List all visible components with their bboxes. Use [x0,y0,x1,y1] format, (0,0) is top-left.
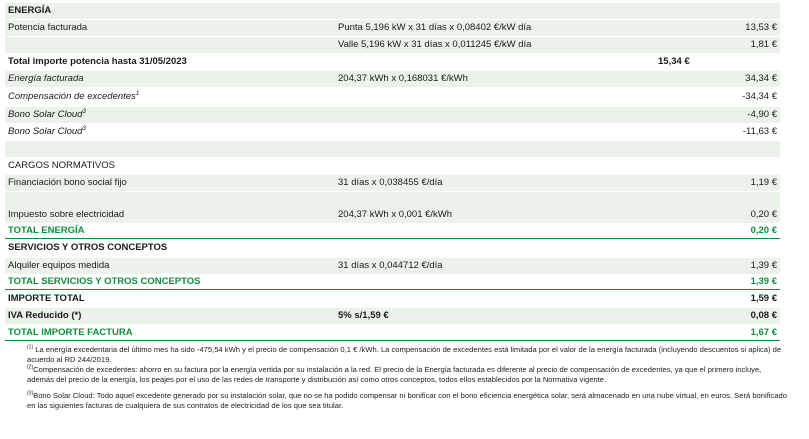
iva-detail: 5% s/1,59 € [338,310,389,321]
footnote-ref-3b: 3 [82,125,86,132]
bono-solar-1-amount: -4,90 € [747,109,777,120]
footnote-ref-1: 1 [135,90,140,97]
cargos-header: CARGOS NORMATIVOS [8,160,115,171]
alquiler-detail: 31 días x 0,044712 €/día [338,260,443,271]
servicios-header-row [5,240,780,256]
footnote-2: $^{(2)}$Compensación de excedentes: ahorro en su factura por la energía vertida por su instalación a la red. El precio de la Energía facturada es diferente al precio de compensación de excedentes, ya que el primero incluye, además del precio de la energía, los peajes por el uso de las redes de transporte y distribución así como otros conceptos, todos ellos establecidos por la Normativa vigente. [27,364,762,384]
footnote-ref-3a: 3 [82,108,86,115]
importe-total-label: IMPORTE TOTAL [8,293,85,304]
alquiler-row [5,258,780,274]
spacer-row [5,141,780,157]
iva-row [5,308,780,324]
potencia-valle-row [5,37,780,53]
compensacion-label: Compensación de excedentes$^1$ [8,90,140,102]
impuesto-amount: 0,20 € [750,209,777,220]
servicios-header: SERVICIOS Y OTROS CONCEPTOS [8,242,168,253]
total-energia-amount: 0,20 € [750,225,777,236]
total-servicios-row [5,274,780,290]
financiacion-detail: 31 días x 0,038455 €/día [338,177,443,188]
footnotes [27,345,787,411]
bono-solar-1-label: Bono Solar Cloud$^3$ [8,108,86,120]
alquiler-amount: 1,39 € [750,260,777,271]
bono-solar-2-amount: -11,63 € [742,126,777,137]
footnote-3: $^{(3)}$Bono Solar Cloud: Todo aquel excedente generado por su instalación solar, que no se ha podido compensar ni bonificar con el bono eficiencia energética solar, será almacenado en una nube virtual, en euros. Será bonificado en las siguientes facturas de cualquiera de sus contratos de electricidad de los que sea titular. [27,390,787,410]
total-factura-amount: 1,67 € [750,327,777,338]
total-servicios-label: TOTAL SERVICIOS Y OTROS CONCEPTOS [8,276,201,287]
iva-label: IVA Reducido (*) [8,310,82,321]
impuesto-detail: 204,37 kWh x 0,001 €/kWh [338,209,453,220]
financiacion-label: Financiación bono social fijo [8,177,127,188]
punta-detail: Punta 5,196 kW x 31 días x 0,08402 €/kW día [338,22,532,33]
valle-detail: Valle 5,196 kW x 31 días x 0,011245 €/kW día [338,39,532,50]
impuesto-row [5,207,780,223]
bono-solar-1-row [5,107,780,123]
potencia-label: Potencia facturada [8,22,88,33]
total-potencia-label: Total importe potencia hasta 31/05/2023 [8,56,187,67]
alquiler-label: Alquiler equipos medida [8,260,110,271]
bono-solar-2-row [5,124,780,140]
total-potencia-amount: 15,34 € [658,56,690,67]
valle-amount: 1,81 € [750,39,777,50]
total-energia-row [5,223,780,239]
energia-facturada-detail: 204,37 kWh x 0,168031 €/kWh [338,73,468,84]
total-servicios-amount: 1,39 € [750,276,777,287]
importe-total-row [5,291,780,307]
potencia-punta-row [5,20,780,36]
energia-header-row [5,3,780,19]
financiacion-amount: 1,19 € [750,177,777,188]
total-factura-row [5,325,780,341]
financiacion-row [5,175,780,191]
spacer-row-2 [5,192,780,208]
cargos-header-row [5,158,780,174]
total-factura-label: TOTAL IMPORTE FACTURA [8,327,133,338]
footnote-1: $^{(1)}$ La energía excedentaria del último mes ha sido -475,54 kWh y el precio de compensación 0,1 € /kWh. La compensación de excedentes está limitada por el valor de la energía facturada (incluyendo descuentos si aplica) de acuerdo al RD 244/2019. [27,344,782,364]
compensacion-amount: -34,34 € [742,91,777,102]
energia-facturada-row [5,71,780,87]
impuesto-label: Impuesto sobre electricidad [8,209,125,220]
punta-amount: 13,53 € [745,22,777,33]
iva-amount: 0,08 € [750,310,777,321]
compensacion-row [5,89,780,105]
total-potencia-row [5,54,780,70]
energia-header: ENERGÍA [8,5,52,16]
bono-solar-2-label: Bono Solar Cloud$^3$ [8,125,86,137]
importe-total-amount: 1,59 € [750,293,777,304]
energia-facturada-amount: 34,34 € [745,73,777,84]
total-energia-label: TOTAL ENERGÍA [8,225,85,236]
energia-facturada-label: Energía facturada [8,73,84,84]
